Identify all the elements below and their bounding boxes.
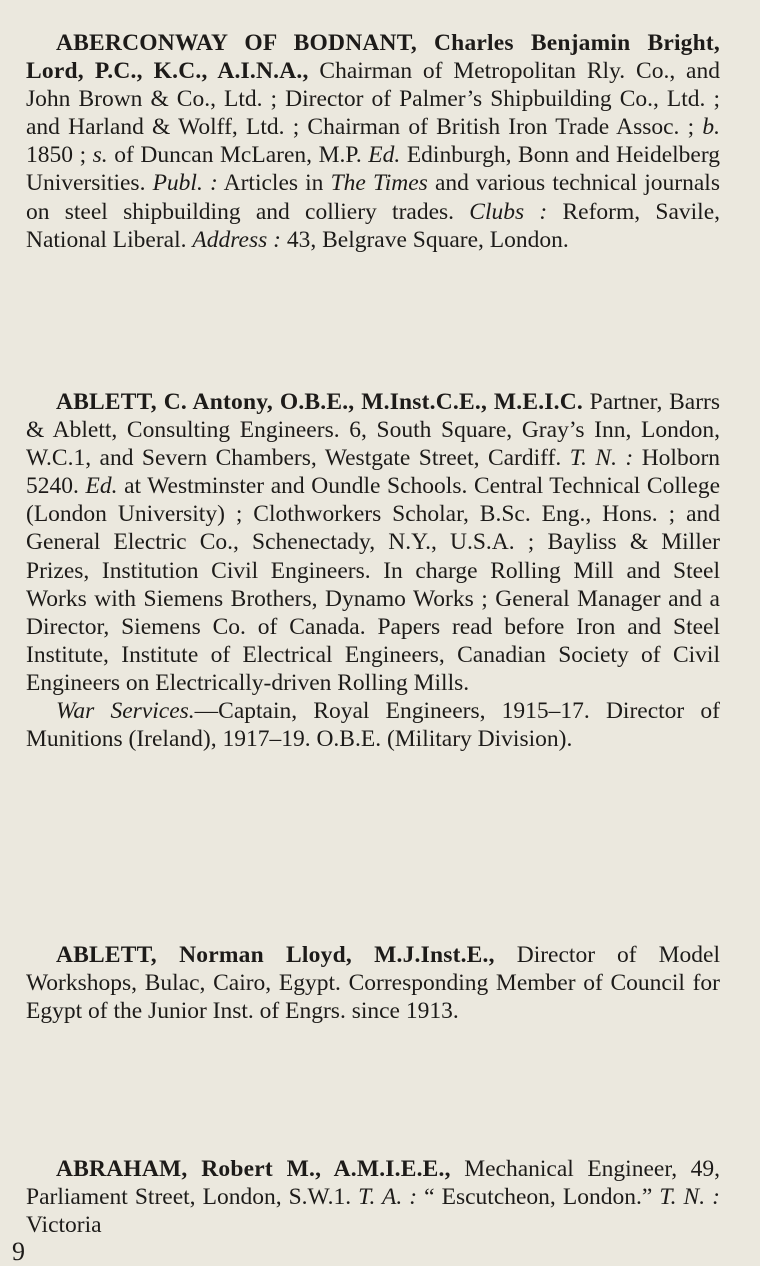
italic-text: War Services. — [56, 698, 195, 725]
text-run: of Duncan McLaren, M.P. — [107, 142, 369, 169]
text-run: Mechanical Engineer, 49, Parliament Street, London, S.W.1. — [26, 1156, 720, 1211]
text-run: Edinburgh, Bonn and Heidelberg Universities. — [26, 142, 720, 197]
entry-text — [26, 389, 720, 696]
entry-heading: ABRAHAM, Robert M., A.M.I.E.E., — [56, 1156, 451, 1182]
entry-text — [26, 58, 720, 253]
text-run: Reform, Savile, National Liberal. — [26, 198, 720, 253]
text-run: “ Escutcheon, London.” — [417, 1184, 660, 1211]
entry-body — [26, 1155, 720, 1239]
italic-text: Ed. — [85, 473, 118, 500]
entry-ablett-c-antony — [26, 388, 720, 753]
entry-abraham-robert — [26, 1155, 720, 1239]
text-run: —Captain, Royal Engineers, 1915–17. Director of Munitions (Ireland), 1917–19. O.B.E. (Military Division). — [26, 698, 721, 753]
text-run: Partner, Barrs & Ablett, Consulting Engineers. 6, South Square, Gray’s Inn, London, W.C.1, and Severn Chambers, Westgate Street, Cardiff. — [26, 389, 720, 472]
text-run: Chairman of Metropolitan Rly. Co., and John Brown & Co., Ltd. ; Director of Palmer’s Shipbuilding Co., Ltd. ; and Harland & Wolff, Ltd. ; Chairman of British Iron Trade Assoc. ; — [26, 58, 720, 141]
text-run: 1850 ; — [26, 142, 93, 169]
text-run: Director of Model Workshops, Bulac, Cairo, Egypt. Corresponding Member of Council for Egypt of the Junior Inst. of Engrs. since 1913. — [26, 942, 720, 1025]
italic-text: The Times — [330, 170, 428, 197]
italic-text: Address : — [192, 226, 281, 253]
entry-heading: ABLETT, C. Antony, O.B.E., M.Inst.C.E., M.E.I.C. — [56, 389, 583, 415]
text-run: and various technical journals on steel shipbuilding and colliery trades. — [26, 170, 720, 225]
text-run: Victoria — [26, 1212, 102, 1239]
italic-text: Clubs : — [469, 198, 548, 225]
text-run: Holborn 5240. — [26, 445, 721, 500]
entry-heading: ABERCONWAY OF BODNANT, Charles Benjamin Bright, Lord, P.C., K.C., A.I.N.A., — [26, 30, 720, 85]
italic-text: Publ. : — [152, 170, 218, 197]
italic-text: T. N. : — [569, 445, 634, 472]
entry-ablett-norman-lloyd — [26, 941, 720, 1025]
entry-aberconway — [26, 29, 720, 254]
entry-heading: ABLETT, Norman Lloyd, M.J.Inst.E., — [56, 942, 495, 968]
war-services-paragraph — [26, 697, 720, 753]
entry-body — [26, 941, 720, 1025]
page-number: 9 — [12, 1237, 25, 1266]
text-run: 43, Belgrave Square, London. — [280, 226, 569, 253]
italic-text: Ed. — [368, 142, 401, 169]
war-services-text — [26, 698, 720, 752]
text-run: at Westminster and Oundle Schools. Central Technical College (London University) ; Clothworkers Scholar, B.Sc. Eng., Hons. ; and General Electric Co., Schenectady, N.Y., U.S.A. ; Bayliss & Miller Prizes, Institution Civil Engineers. In charge Rolling Mill and Steel Works with Siemens Brothers, Dynamo Works ; General Manager and a Director, Siemens Co. of Canada. Papers read before Iron and Steel Institute, Institute of Electrical Engineers, Canadian Society of Civil Engineers on Electrically-driven Rolling Mills. — [26, 473, 720, 696]
italic-text: s. — [92, 142, 108, 169]
italic-text: T. A. : — [358, 1184, 418, 1211]
entry-body — [26, 29, 720, 254]
italic-text: T. N. : — [659, 1184, 720, 1211]
entry-body — [26, 388, 720, 697]
text-run: Articles in — [217, 170, 331, 197]
italic-text: b. — [702, 114, 720, 141]
